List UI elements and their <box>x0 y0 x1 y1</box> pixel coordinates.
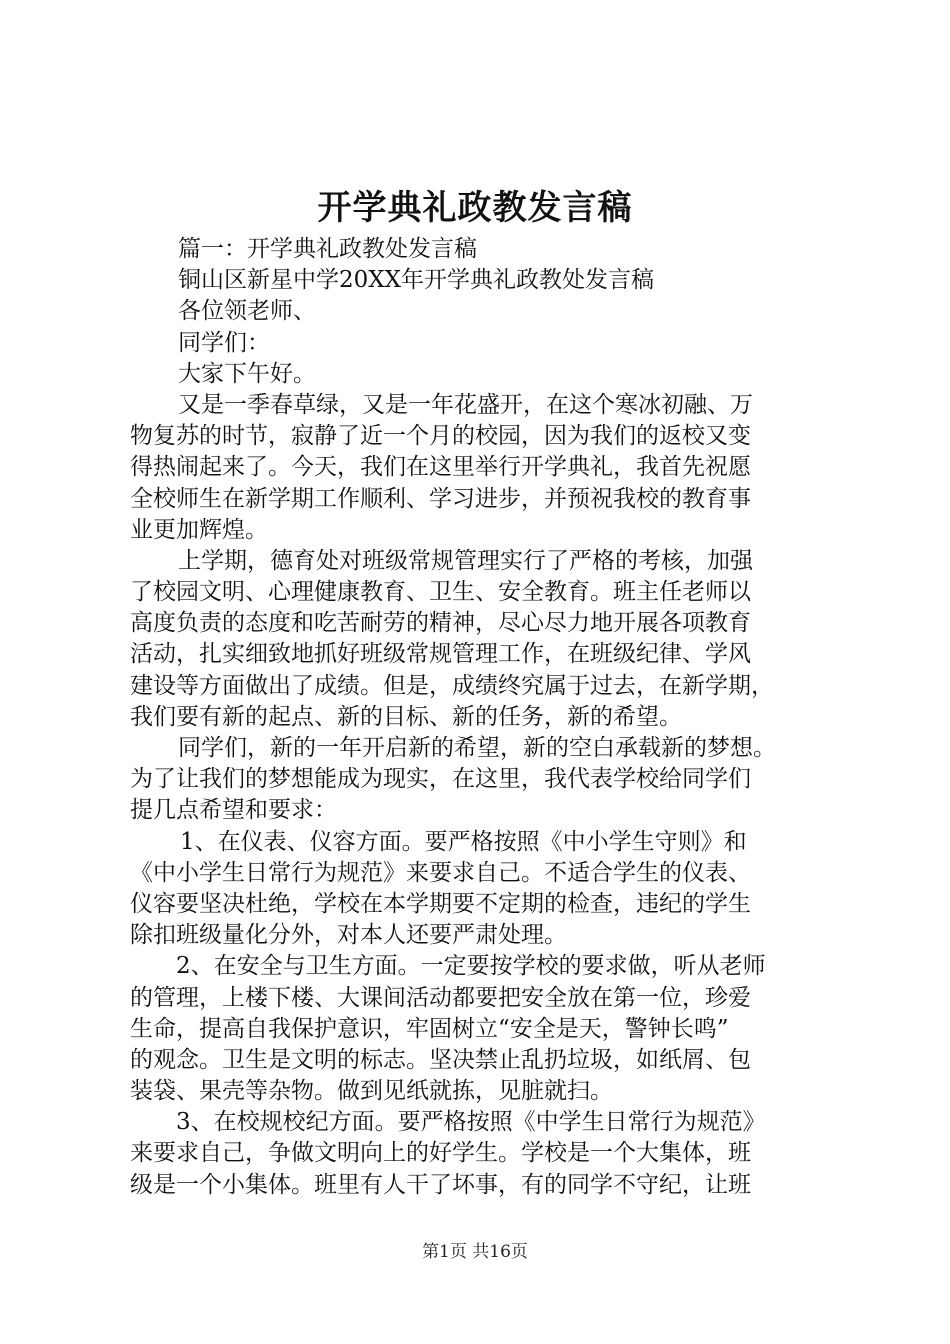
body-line: 来要求自己，争做文明向上的好学生。学校是一个大集体，班 <box>130 1140 751 1167</box>
body-line: 为了让我们的梦想能成为现实，在这里，我代表学校给同学们 <box>130 766 751 793</box>
body-line: 装袋、果壳等杂物。做到见纸就拣，见脏就扫。 <box>130 1078 613 1105</box>
body-line: 的观念。卫生是文明的标志。坚决禁止乱扔垃圾，如纸屑、包 <box>130 1046 751 1073</box>
body-line: 得热闹起来了。今天，我们在这里举行开学典礼，我首先祝愿 <box>130 454 751 481</box>
body-line: 级是一个小集体。班里有人干了坏事，有的同学不守纪，让班 <box>130 1171 751 1198</box>
body-line: 大家下午好。 <box>178 360 316 387</box>
body-line: 全校师生在新学期工作顺利、学习进步，并预祝我校的教育事 <box>130 485 751 512</box>
body-line: 生命，提高自我保护意识，牢固树立“安全是天，警钟长鸣” <box>130 1015 729 1042</box>
body-line: 的管理，上楼下楼、大课间活动都要把安全放在第一位，珍爱 <box>130 984 751 1011</box>
body-line: 提几点希望和要求： <box>130 797 337 824</box>
body-line: 建设等方面做出了成绩。但是，成绩终究属于过去，在新学期， <box>130 672 774 699</box>
body-line: 铜山区新星中学20XX年开学典礼政教处发言稿 <box>178 267 655 294</box>
document-body <box>130 234 830 1201</box>
body-line: 高度负责的态度和吃苦耐劳的精神，尽心尽力地开展各项教育 <box>130 610 751 637</box>
body-line: 仪容要坚决杜绝，学校在本学期要不定期的检查，违纪的学生 <box>130 890 751 917</box>
body-line: 各位领老师、 <box>178 298 316 325</box>
document-title: 开学典礼政教发言稿 <box>317 188 633 228</box>
body-line: 除扣班级量化分外，对本人还要严肃处理。 <box>130 922 567 949</box>
body-line: 同学们，新的一年开启新的希望，新的空白承载新的梦想。 <box>178 735 776 761</box>
body-line: 了校园文明、心理健康教育、卫生、安全教育。班主任老师以 <box>130 579 751 606</box>
page-number-footer: 第1页 共16页 <box>422 1242 528 1262</box>
body-line: 3、在校规校纪方面。要严格按照《中学生日常行为规范》 <box>176 1109 766 1136</box>
body-line: 同学们： <box>178 329 270 356</box>
body-line: 又是一季春草绿，又是一年花盛开，在这个寒冰初融、万 <box>178 391 753 418</box>
body-line: 2、在安全与卫生方面。一定要按学校的要求做，听从老师 <box>176 953 766 980</box>
body-line: 业更加辉煌。 <box>130 516 268 543</box>
body-line: 我们要有新的起点、新的目标、新的任务，新的希望。 <box>130 703 682 730</box>
body-line: 物复苏的时节，寂静了近一个月的校园，因为我们的返校又变 <box>130 423 751 450</box>
body-line: 活动，扎实细致地抓好班级常规管理工作，在班级纪律、学风 <box>130 641 751 668</box>
body-line: 篇一：开学典礼政教处发言稿 <box>178 236 477 262</box>
body-line: 《中小学生日常行为规范》来要求自己。不适合学生的仪表、 <box>130 859 751 886</box>
body-line: 上学期，德育处对班级常规管理实行了严格的考核，加强 <box>178 547 753 574</box>
body-line: 1、在仪表、仪容方面。要严格按照《中小学生守则》和 <box>180 828 747 855</box>
